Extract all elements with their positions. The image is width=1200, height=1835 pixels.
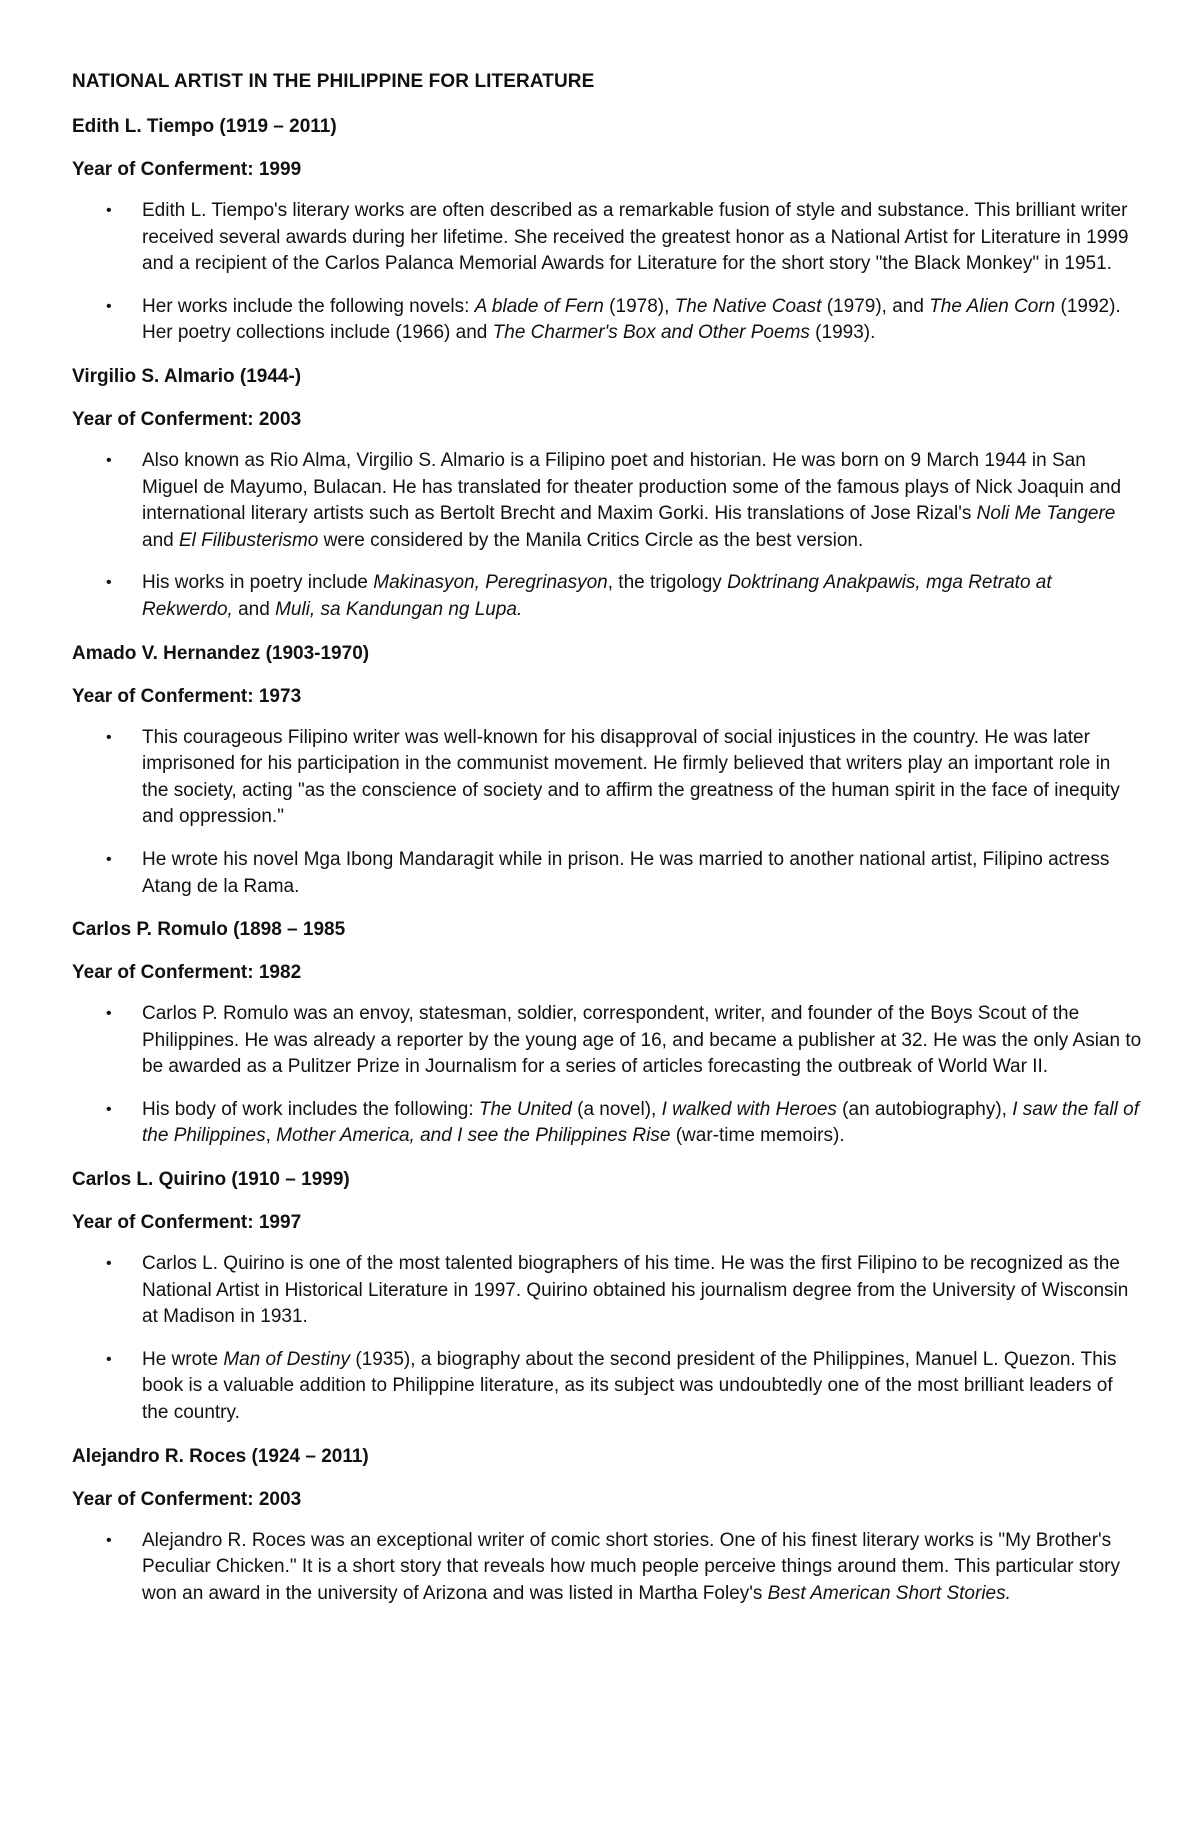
artist-name: Carlos P. Romulo (1898 – 1985 [72,919,346,941]
bullet-list [72,1001,1142,1150]
bullet-dot-icon: • [106,850,112,868]
body-text: (1993). [809,322,876,344]
conferment-year: Year of Conferment: 2003 [72,1488,302,1510]
italic-title-text: Makinasyon, Peregrinasyon [373,572,608,594]
bullet-dot-icon: • [106,202,112,219]
bullet-dot-icon: • [106,1531,112,1549]
body-text: and [142,529,179,551]
bullet-list [72,1528,1142,1608]
artist-section [72,115,1142,347]
bullet-dot-icon: • [106,1005,112,1023]
body-text: (a novel), [571,1098,662,1120]
bullet-dot-icon: • [106,1350,112,1368]
bullet-dot-icon: • [106,1100,112,1118]
conferment-year: Year of Conferment: 1997 [72,1212,302,1234]
body-text: (1978), [603,295,675,317]
artist-name: Edith L. Tiempo (1919 – 2011) [72,116,337,137]
italic-title-text: El Filibusterismo [178,529,319,551]
body-text: (1992). Her poetry collections include (1966) and [142,295,1121,344]
body-text: Alejandro R. Roces was an exceptional writer of comic short stories. One of his finest literary works is "My Brother's Peculiar Chicken." It is a short story that reveals how much people perceive things around them. This particular story won an award in the university of Arizona and was listed in Martha Foley's [142,1529,1120,1604]
italic-title-text: I saw the fall of the Philippines [142,1098,1139,1147]
artist-section [72,1168,1142,1427]
body-text: (an autobiography), [836,1098,1013,1120]
artist-name: Amado V. Hernandez (1903-1970) [72,642,370,664]
body-text: Her works include the following novels: [142,295,475,317]
artist-section [72,642,1142,901]
body-text: He wrote his novel Mga Ibong Mandaragit while in prison. He was married to another national artist, Filipino actress Atang de la Rama. [142,848,1110,897]
italic-title-text: The United [478,1098,572,1120]
bullet-item [72,294,1142,347]
italic-title-text: Noli Me Tangere [976,503,1116,525]
italic-title-text: The Native Coast [674,295,822,317]
conferment-year: Year of Conferment: 1999 [72,159,302,180]
document-page [72,70,1142,1625]
bullet-item [72,847,1142,900]
body-text: (1979), and [821,295,930,317]
bullet-item [72,1347,1142,1427]
body-text: This courageous Filipino writer was well-known for his disapproval of social injustices in the country. He was later imprisoned for his participation in the communist movement. He firmly believed that writers play an important role in the society, acting "as the conscience of society and to affirm the greatness of the human spirit in the face of inequity and oppression." [142,726,1120,828]
document-title: NATIONAL ARTIST IN THE PHILIPPINE FOR LITERATURE [72,71,595,92]
bullet-dot-icon: • [106,574,112,592]
bullet-list [72,448,1142,624]
artist-name: Carlos L. Quirino (1910 – 1999) [72,1169,350,1191]
body-text: , the trigology [607,572,728,594]
artist-list [72,115,1142,1607]
conferment-year: Year of Conferment: 1973 [72,685,302,707]
bullet-item [72,1097,1142,1150]
bullet-item [72,1001,1142,1081]
conferment-year: Year of Conferment: 2003 [72,408,302,430]
bullet-list [72,198,1142,347]
body-text: He wrote [142,1348,224,1370]
bullet-item [72,1528,1142,1608]
italic-title-text: The Charmer's Box and Other Poems [492,322,810,344]
body-text: Carlos L. Quirino is one of the most talented biographers of his time. He was the first Filipino to be recognized as the National Artist in Historical Literature in 1997. Quirino obtained his journalism degree from the University of Wisconsin at Madison in 1931. [142,1253,1129,1328]
body-text: Also known as Rio Alma, Virgilio S. Almario is a Filipino poet and historian. He was born on 9 March 1944 in San Miguel de Mayumo, Bulacan. He has translated for theater production some of the famous plays of Nick Joaquin and international literary artists such as Bertolt Brecht and Maxim Gorki. His translations of Jose Rizal's [142,449,1122,525]
italic-title-text: I walked with Heroes [661,1098,837,1120]
bullet-item [72,448,1142,554]
body-text: and [232,598,276,620]
italic-title-text: Best American Short Stories. [767,1582,1011,1604]
bullet-item [72,1251,1142,1331]
artist-name: Virgilio S. Almario (1944-) [72,365,302,387]
bullet-item [72,198,1142,278]
italic-title-text: A blade of Fern [474,295,604,317]
conferment-year: Year of Conferment: 1982 [72,962,302,984]
body-text: (1935), a biography about the second president of the Philippines, Manuel L. Quezon. This book is a valuable addition to Philippine literature, as its subject was undoubtedly one of the most brilliant leaders of the country. [142,1348,1117,1424]
bullet-item [72,570,1142,623]
body-text: Edith L. Tiempo's literary works are often described as a remarkable fusion of style and substance. This brilliant writer received several awards during her lifetime. She received the greatest honor as a National Artist for Literature in 1999 and a recipient of the Carlos Palanca Memorial Awards for Literature for the short story "the Black Monkey" in 1951. [142,200,1129,275]
bullet-dot-icon: • [106,728,112,746]
bullet-dot-icon: • [106,1255,112,1273]
bullet-list [72,1251,1142,1427]
bullet-list [72,725,1142,901]
italic-title-text: Man of Destiny [223,1348,351,1370]
body-text: His body of work includes the following: [142,1098,479,1120]
italic-title-text: Doktrinang Anakpawis, mga Retrato at Rekwerdo, [142,572,1052,620]
artist-name: Alejandro R. Roces (1924 – 2011) [72,1445,369,1467]
bullet-dot-icon: • [106,451,112,469]
italic-title-text: Mother America, and I see the Philippines Rise [276,1125,671,1147]
italic-title-text: Muli, sa Kandungan ng Lupa. [275,598,523,620]
artist-section [72,365,1142,624]
body-text: were considered by the Manila Critics Circle as the best version. [318,529,864,551]
body-text: Carlos P. Romulo was an envoy, statesman, soldier, correspondent, writer, and founder of the Boys Scout of the Philippines. He was already a reporter by the young age of 16, and became a publisher at 32. He was the only Asian to be awarded as a Pulitzer Prize in Journalism for a series of articles forecasting the outbreak of World War II. [142,1003,1142,1078]
bullet-item [72,725,1142,831]
body-text: , [265,1125,277,1147]
artist-section [72,918,1142,1150]
body-text: (war-time memoirs). [670,1125,845,1147]
italic-title-text: The Alien Corn [929,295,1056,317]
artist-section [72,1445,1142,1608]
bullet-dot-icon: • [106,297,112,315]
body-text: His works in poetry include [142,572,374,594]
